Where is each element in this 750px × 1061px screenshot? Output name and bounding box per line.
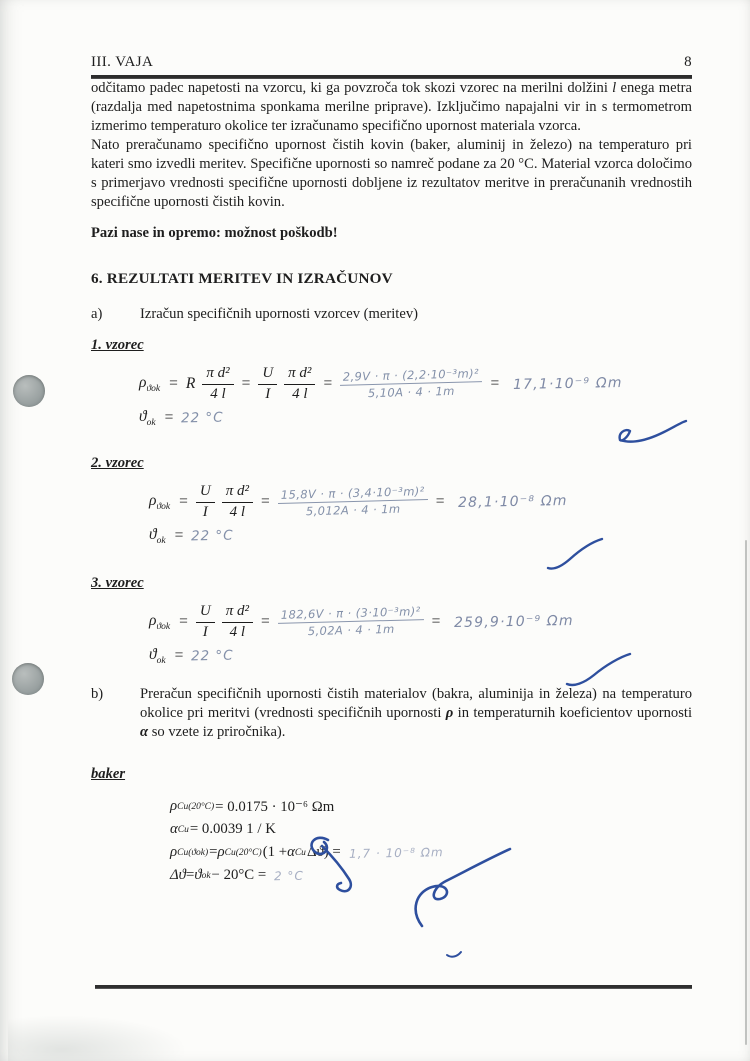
equals-sign: =	[490, 375, 500, 392]
variable-l: l	[612, 80, 617, 96]
page-header	[91, 54, 692, 71]
equals-sign: =	[435, 493, 445, 511]
fraction-pid2-4l: $\frac{\text{π d²}}{4 l}$	[284, 365, 315, 403]
rho-symbol: $\rho_{ϑok}$	[139, 373, 161, 395]
page-number: 8	[684, 54, 692, 70]
handwritten-fraction: $\frac{\text{2,9V · π · (2,2·10⁻³m)²}}{5,10A \cdot 4 \cdot 1m}$	[340, 366, 483, 401]
paragraph-1-rest: enega metra (razdalja med napetostnima sponkama merilne priprave). Izključimo napajalni vir in s termometrom izmerimo temperaturo okolice ter izračunamo specifično upornost materiala vzorca.	[91, 80, 692, 134]
theta-symbol: $ϑ_{ok}$	[149, 526, 166, 547]
handwritten-result: 17,1·10⁻⁹ Ωm	[513, 375, 623, 393]
paragraph-2: Nato preračunamo specifično upornost čistih kovin (baker, aluminij in železo) na temperaturo pri kateri smo izvedli meritev. Specifične upornosti so namreč podane za 20 °C. Material vzorca določimo s primerjavo vrednosti specifične upornosti dobljene iz rezultatov meritve in preračunanih vrednostih specifične upornosti čistih kovin.	[91, 137, 692, 210]
equals-sign: =	[241, 375, 251, 392]
sample-1-temperature	[139, 408, 692, 428]
sample-1-equation	[139, 363, 692, 405]
fraction-pid2-4l: $\frac{\text{π d²}}{4 l}$	[222, 603, 253, 641]
fraction-u-i: $\frac{U}{I}$	[196, 483, 215, 521]
section-heading: 6. REZULTATI MERITEV IN IZRAČUNOV	[91, 270, 393, 287]
handwritten-fraction: $\frac{\text{15,8V · π · (3,4·10⁻³m)²}}{5,012A \cdot 4 \cdot 1m}$	[277, 484, 428, 520]
baker-heading: baker	[91, 766, 126, 783]
handwritten-delta-result: 2 °C	[274, 868, 305, 884]
item-b	[91, 685, 692, 742]
equals-sign: =	[260, 613, 270, 631]
baker-line-delta-theta: Δϑ = ϑ ok − 20°C = 2 °C	[170, 867, 305, 884]
item-a-label: a)	[91, 306, 103, 322]
rho-subscript: ϑok	[156, 622, 171, 633]
rho-symbol: $\rho_{ϑok}$	[149, 612, 171, 633]
baker-line-alpha: α Cu = 0.0039 1 / K	[170, 821, 276, 838]
alpha-inline: α	[140, 724, 149, 741]
theta-symbol: $ϑ_{ok}$	[149, 646, 166, 667]
sample-1-block	[91, 337, 692, 428]
handwritten-result: 259,9·10⁻⁹ Ωm	[454, 613, 575, 632]
equals-sign: =	[260, 493, 270, 511]
page-content	[91, 0, 692, 887]
sample-2-equation	[149, 481, 692, 523]
fraction-u-i: $\frac{U}{I}$	[196, 603, 215, 641]
sample-3-equation	[149, 601, 692, 643]
resistance-symbol: R	[185, 375, 196, 392]
paragraph-1	[91, 79, 692, 136]
handwritten-result: 28,1·10⁻⁸ Ωm	[458, 493, 569, 512]
equals-sign: =	[179, 613, 188, 631]
rho-inline: ρ	[445, 705, 454, 722]
handwritten-fraction: $\frac{\text{182,6V · π · (3·10⁻³m)²}}{5,02A \cdot 4 \cdot 1m}$	[277, 604, 424, 640]
handwritten-temperature: 22 °C	[191, 527, 235, 545]
punch-hole-top	[13, 375, 45, 407]
scan-edge-shadow	[745, 540, 748, 1045]
handwritten-temperature: 22 °C	[191, 647, 235, 665]
punch-hole-bottom	[12, 663, 44, 695]
baker-line-rho20: ρ Cu(20°C) = 0.0175 · 10⁻⁶ Ωm	[170, 798, 335, 815]
item-a-text: Izračun specifičnih upornosti vzorcev (meritev)	[140, 306, 418, 322]
fraction-pid2-4l: $\frac{\text{π d²}}{4 l}$	[202, 365, 233, 403]
fraction-pid2-4l: $\frac{\text{π d²}}{4 l}$	[222, 483, 253, 521]
equals-sign: =	[323, 375, 333, 392]
equals-sign: =	[174, 527, 184, 545]
theta-symbol: $ϑ_{ok}$	[139, 408, 156, 429]
baker-line-rho-thetaok: ρ Cu(ϑok) = ρ Cu(20°C) (1 + α Cu Δϑ) = 1,7 · 10⁻⁸ Ωm	[170, 844, 444, 861]
sample-2-temperature	[149, 526, 692, 546]
handwritten-temperature: 22 °C	[181, 409, 225, 427]
rho-subscript: ϑok	[146, 384, 161, 395]
baker-formulas	[170, 795, 692, 887]
warning-text: Pazi nase in opremo: možnost poškodb!	[91, 225, 338, 241]
sample-3-block	[91, 575, 692, 666]
paragraph-1-text: odčitamo padec napetosti na vzorcu, ki ga povzroča tok skozi vzorec na merilni dolžini	[91, 80, 613, 96]
equals-sign: =	[169, 375, 178, 392]
scan-blotch	[8, 1015, 188, 1061]
header-title: III. VAJA	[91, 54, 154, 70]
item-b-label: b)	[91, 686, 104, 703]
item-b-text: Preračun specifičnih upornosti čistih materialov (bakra, aluminija in železa) na temperaturo okolice pri meritvi (vrednosti specifičnih upornosti ρ in temperaturnih koeficientov upornosti α so vzete iz priročnika).	[140, 686, 693, 741]
sample-2-heading: 2. vzorec	[91, 455, 144, 472]
sample-2-block	[91, 455, 692, 546]
equals-sign: =	[179, 493, 188, 511]
small-tick-icon	[444, 948, 464, 960]
equals-sign: =	[431, 613, 441, 631]
rho-symbol: $\rho_{ϑok}$	[149, 492, 171, 513]
equals-sign: =	[174, 647, 184, 665]
handwritten-rho-result: 1,7 · 10⁻⁸ Ωm	[348, 844, 444, 861]
sample-3-heading: 3. vzorec	[91, 575, 144, 592]
footer-rule	[95, 985, 692, 989]
sample-3-temperature	[149, 646, 692, 666]
equals-sign: =	[164, 409, 174, 427]
rho-subscript: ϑok	[156, 502, 171, 513]
fraction-u-i: $\frac{U}{I}$	[258, 365, 277, 403]
sample-1-heading: 1. vzorec	[91, 337, 144, 353]
item-a	[91, 305, 692, 324]
